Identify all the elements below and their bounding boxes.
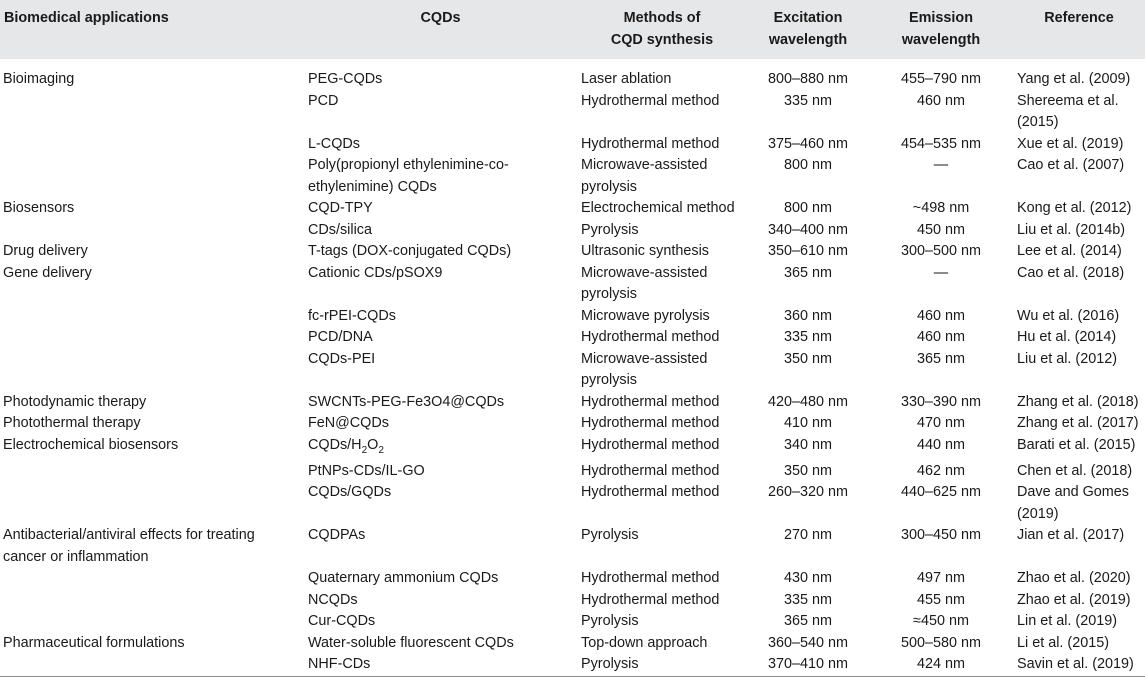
cell-cqd-line: CQDPAs <box>308 527 366 544</box>
cell-reference-line: Wu et al. (2016) <box>1017 307 1120 324</box>
cell-reference <box>1013 155 1145 198</box>
cell-emission: 300–450 nm <box>900 527 981 544</box>
cell-reference-line: Li et al. (2015) <box>1017 634 1109 651</box>
cell-reference-line: Savin et al. (2019) <box>1017 656 1134 673</box>
cell-application-line: Antibacterial/antiviral effects for treating <box>3 527 255 544</box>
cell-application-line: Photodynamic therapy <box>3 393 147 410</box>
cell-application-line: Pharmaceutical formulations <box>3 634 185 651</box>
cell-cqd-line: NCQDs <box>308 591 358 608</box>
cell-emission: 450 nm <box>917 221 965 238</box>
cell-cqd-line: CQDs/GQDs <box>308 484 392 501</box>
header-excitation-line: wavelength <box>768 31 848 48</box>
cell-application <box>0 590 304 612</box>
cell-method-line: Hydrothermal method <box>581 92 720 109</box>
cell-cqd-line: CDs/silica <box>308 221 372 238</box>
cell-application <box>0 482 304 525</box>
cell-cqd <box>304 461 577 483</box>
cell-application-line: Gene delivery <box>3 264 92 281</box>
cell-method-line: Ultrasonic synthesis <box>581 243 709 259</box>
cell-excitation: 260–320 nm <box>767 484 848 501</box>
cell-method-line: Pyrolysis <box>581 656 639 673</box>
cell-method <box>577 220 747 242</box>
cell-excitation: 365 nm <box>784 264 832 281</box>
cell-method-line: Pyrolysis <box>581 613 639 630</box>
cell-cqd <box>304 435 577 461</box>
cell-cqd-line: Poly(propionyl ethylenimine-co- <box>308 157 509 173</box>
cell-cqd-line: Cur-CQDs <box>308 613 376 630</box>
cell-reference-line: Zhao et al. (2019) <box>1017 591 1131 608</box>
cell-excitation: 800 nm <box>784 200 832 216</box>
table-row <box>0 134 1145 156</box>
table-row <box>0 69 1145 91</box>
cell-reference <box>1013 327 1145 349</box>
table-row <box>0 461 1145 483</box>
header-emission-line: Emission <box>909 10 973 26</box>
table-body <box>0 59 1145 676</box>
cell-excitation: 410 nm <box>784 415 832 431</box>
cell-method-line: Hydrothermal method <box>581 591 720 608</box>
cell-reference <box>1013 134 1145 156</box>
cell-cqd <box>304 306 577 328</box>
cell-reference <box>1013 413 1145 435</box>
cell-cqd <box>304 69 577 91</box>
cell-method-line: Microwave-assisted <box>581 350 708 367</box>
cell-method <box>577 590 747 612</box>
cell-cqd-line: Water-soluble fluorescent CQDs <box>308 634 514 651</box>
cell-emission: ≈450 nm <box>913 613 969 630</box>
cell-reference <box>1013 461 1145 483</box>
cell-reference-line: Lee et al. (2014) <box>1017 243 1122 259</box>
cell-reference-line: (2019) <box>1017 505 1059 522</box>
cell-application <box>0 155 304 198</box>
cell-excitation: 370–410 nm <box>767 656 848 673</box>
cell-emission: 424 nm <box>917 656 965 673</box>
cell-method <box>577 155 747 198</box>
cell-cqd <box>304 134 577 156</box>
cell-cqd <box>304 198 577 220</box>
cell-reference <box>1013 633 1145 655</box>
cell-reference-line: Barati et al. (2015) <box>1017 436 1136 453</box>
cell-cqd <box>304 633 577 655</box>
cell-reference-line: Yang et al. (2009) <box>1017 71 1131 87</box>
cell-method-line: Hydrothermal method <box>581 484 720 501</box>
cell-excitation: 360–540 nm <box>767 634 848 651</box>
cell-excitation: 350–610 nm <box>767 243 848 259</box>
cell-method <box>577 413 747 435</box>
cell-excitation: 375–460 nm <box>767 135 848 152</box>
cell-cqd <box>304 568 577 590</box>
cell-application-line: Drug delivery <box>3 243 88 259</box>
cell-method-line: Microwave pyrolysis <box>581 307 710 324</box>
table-row <box>0 220 1145 242</box>
cell-application-line: Bioimaging <box>3 71 75 87</box>
cell-emission: 500–580 nm <box>900 634 981 651</box>
table-row <box>0 392 1145 414</box>
cell-reference-line: Lin et al. (2019) <box>1017 613 1117 630</box>
cell-reference <box>1013 220 1145 242</box>
cell-reference <box>1013 590 1145 612</box>
cell-cqd-line: CQDs/$H_2O_2$ <box>308 436 384 456</box>
cell-method <box>577 134 747 156</box>
cell-cqd-line: PEG-CQDs <box>308 71 383 87</box>
table-row <box>0 568 1145 590</box>
cell-excitation: 800–880 nm <box>767 71 848 87</box>
cell-cqd-line: T-tags (DOX-conjugated CQDs) <box>308 243 512 259</box>
cell-method-line: Laser ablation <box>581 71 672 87</box>
cell-excitation: 350 nm <box>784 462 832 479</box>
cell-method <box>577 568 747 590</box>
cell-application <box>0 306 304 328</box>
cell-method <box>577 69 747 91</box>
cell-cqd <box>304 241 577 263</box>
cell-cqd <box>304 220 577 242</box>
cell-emission: 365 nm <box>917 350 965 367</box>
cell-method <box>577 633 747 655</box>
cell-excitation: 430 nm <box>784 570 832 587</box>
cell-reference-line: Zhang et al. (2017) <box>1017 415 1139 431</box>
cell-application <box>0 327 304 349</box>
cell-cqd <box>304 525 577 568</box>
cell-method <box>577 91 747 134</box>
cell-method <box>577 306 747 328</box>
spacer-cell <box>0 59 1145 69</box>
cell-application <box>0 349 304 392</box>
cell-method-line: Microwave-assisted <box>581 264 708 281</box>
cell-cqd <box>304 91 577 134</box>
cell-method-line: pyrolysis <box>581 372 637 388</box>
cell-method-line: Hydrothermal method <box>581 393 720 410</box>
cell-reference-line: Shereema et al. <box>1017 92 1119 109</box>
cell-cqd <box>304 482 577 525</box>
cell-reference-line: Cao et al. (2007) <box>1017 157 1125 173</box>
cell-cqd <box>304 611 577 633</box>
cell-application <box>0 435 304 461</box>
cell-emission: 455–790 nm <box>900 71 981 87</box>
cell-application <box>0 263 304 306</box>
cell-excitation: 420–480 nm <box>767 393 848 410</box>
cell-cqd <box>304 349 577 392</box>
header-emission-line: wavelength <box>901 31 981 48</box>
cell-emission: 460 nm <box>917 307 965 324</box>
cell-reference <box>1013 392 1145 414</box>
cell-application <box>0 134 304 156</box>
cell-cqd-line: SWCNTs-PEG-Fe3O4@CQDs <box>308 393 505 410</box>
table-row <box>0 306 1145 328</box>
cell-cqd <box>304 413 577 435</box>
cell-cqd-line: NHF-CDs <box>308 656 371 673</box>
cell-application <box>0 611 304 633</box>
cell-application <box>0 69 304 91</box>
cell-application-line: Electrochemical biosensors <box>3 436 179 453</box>
cell-method-line: pyrolysis <box>581 178 637 195</box>
header-methods-line: CQD synthesis <box>610 31 714 48</box>
cell-excitation: 335 nm <box>784 92 832 109</box>
table-row <box>0 263 1145 306</box>
cell-method <box>577 241 747 263</box>
cell-method-line: Pyrolysis <box>581 527 639 544</box>
cell-method-line: Hydrothermal method <box>581 462 720 479</box>
cell-reference-line: Kong et al. (2012) <box>1017 200 1132 216</box>
header-methods-line: Methods of <box>623 10 701 26</box>
cell-emission: 440–625 nm <box>900 484 981 501</box>
cell-excitation: 335 nm <box>784 329 832 345</box>
cell-application <box>0 198 304 220</box>
cell-method-line: Hydrothermal method <box>581 570 720 587</box>
cell-reference-line: Cao et al. (2018) <box>1017 264 1125 281</box>
cell-cqd-line: PCD <box>308 92 339 109</box>
cell-application-line: cancer or inflammation <box>3 548 149 565</box>
cell-cqd <box>304 263 577 306</box>
cell-reference-line: Zhang et al. (2018) <box>1017 393 1139 410</box>
cell-emission: ~498 nm <box>912 200 970 216</box>
cell-method-line: Hydrothermal method <box>581 436 720 453</box>
header-biomedical-applications: Biomedical applications <box>4 10 169 26</box>
cell-method <box>577 611 747 633</box>
table-row <box>0 198 1145 220</box>
cell-application <box>0 241 304 263</box>
cell-application-line: Photothermal therapy <box>3 415 141 431</box>
cell-excitation: 340–400 nm <box>767 221 848 238</box>
cell-cqd <box>304 155 577 198</box>
cell-cqd-line: PtNPs-CDs/IL-GO <box>308 462 425 479</box>
table-row <box>0 525 1145 568</box>
cell-method <box>577 392 747 414</box>
cell-application <box>0 461 304 483</box>
cell-method <box>577 327 747 349</box>
cell-excitation: 360 nm <box>784 307 832 324</box>
header-reference: Reference <box>1044 10 1114 26</box>
cell-emission: 460 nm <box>917 92 965 109</box>
cell-reference-line: Dave and Gomes <box>1017 484 1129 501</box>
table-row <box>0 482 1145 525</box>
cell-cqd-line: Cationic CDs/pSOX9 <box>308 264 443 281</box>
table-row <box>0 435 1145 461</box>
cell-reference-line: Liu et al. (2012) <box>1017 350 1117 367</box>
cell-excitation: 335 nm <box>784 591 832 608</box>
cell-reference <box>1013 241 1145 263</box>
table-row <box>0 155 1145 198</box>
header-excitation-line: Excitation <box>773 10 843 26</box>
cell-application <box>0 91 304 134</box>
cell-cqd-line: fc-rPEI-CQDs <box>308 307 396 324</box>
cell-reference <box>1013 198 1145 220</box>
cell-reference <box>1013 263 1145 306</box>
cell-application <box>0 568 304 590</box>
table-row <box>0 590 1145 612</box>
cell-cqd-line: PCD/DNA <box>308 329 373 345</box>
table-header-row <box>0 0 1145 59</box>
table-row <box>0 633 1145 655</box>
cell-reference <box>1013 568 1145 590</box>
cell-application <box>0 633 304 655</box>
cell-emission: 300–500 nm <box>900 243 981 259</box>
table-row <box>0 413 1145 435</box>
cell-application <box>0 525 304 568</box>
table-row <box>0 327 1145 349</box>
cell-application <box>0 413 304 435</box>
cell-reference <box>1013 91 1145 134</box>
cell-method <box>577 525 747 568</box>
table-row <box>0 91 1145 134</box>
cell-emission: 440 nm <box>917 436 965 453</box>
cell-method-line: Top-down approach <box>581 634 708 651</box>
cell-method <box>577 349 747 392</box>
cell-application <box>0 220 304 242</box>
cell-method-line: pyrolysis <box>581 286 637 302</box>
cell-method <box>577 263 747 306</box>
table-spacer <box>0 59 1145 69</box>
cell-reference <box>1013 69 1145 91</box>
cell-method <box>577 482 747 525</box>
cell-method-line: Electrochemical method <box>581 200 735 216</box>
cell-cqd-line: FeN@CQDs <box>308 415 389 431</box>
cell-reference-line: Xue et al. (2019) <box>1017 135 1124 152</box>
table-row <box>0 349 1145 392</box>
cell-reference <box>1013 482 1145 525</box>
cell-emission: 454–535 nm <box>900 135 981 152</box>
cell-method-line: Microwave-assisted <box>581 157 708 173</box>
cell-reference <box>1013 525 1145 568</box>
cell-emission: — <box>933 157 949 173</box>
cell-emission: 462 nm <box>917 462 965 479</box>
cell-cqd <box>304 392 577 414</box>
header-emission <box>869 0 1013 59</box>
cell-method <box>577 461 747 483</box>
cell-method-line: Hydrothermal method <box>581 329 720 345</box>
cell-reference-line: (2015) <box>1017 114 1059 130</box>
cell-cqd <box>304 327 577 349</box>
header-excitation <box>747 0 869 59</box>
cell-emission: 330–390 nm <box>900 393 981 410</box>
header-methods <box>577 0 747 59</box>
cell-method <box>577 435 747 461</box>
cell-application <box>0 392 304 414</box>
cell-emission: — <box>933 264 949 281</box>
cell-cqd-line: L-CQDs <box>308 135 360 152</box>
cell-emission: 497 nm <box>917 570 965 587</box>
cell-method <box>577 198 747 220</box>
cell-emission: 455 nm <box>917 591 965 608</box>
cell-cqd-line: CQD-TPY <box>308 200 373 216</box>
cell-cqd-line: ethylenimine) CQDs <box>308 178 437 195</box>
cell-excitation: 270 nm <box>784 527 832 544</box>
cell-reference-line: Zhao et al. (2020) <box>1017 570 1131 587</box>
cell-reference-line: Hu et al. (2014) <box>1017 329 1117 345</box>
cell-excitation: 340 nm <box>784 436 832 453</box>
header-cqds: CQDs <box>420 10 461 26</box>
cell-cqd-line: Quaternary ammonium CQDs <box>308 570 499 587</box>
cell-reference-line: Chen et al. (2018) <box>1017 462 1133 479</box>
cell-emission: 470 nm <box>917 415 965 431</box>
cell-cqd-line: CQDs-PEI <box>308 350 376 367</box>
cell-excitation: 800 nm <box>784 157 832 173</box>
cell-excitation: 365 nm <box>784 613 832 630</box>
cell-reference <box>1013 349 1145 392</box>
cell-reference <box>1013 611 1145 633</box>
cell-excitation: 350 nm <box>784 350 832 367</box>
table-row <box>0 611 1145 633</box>
cell-cqd <box>304 590 577 612</box>
table-row <box>0 241 1145 263</box>
cell-emission: 460 nm <box>917 329 965 345</box>
cell-reference-line: Liu et al. (2014b) <box>1017 221 1126 238</box>
cell-application-line: Biosensors <box>3 200 75 216</box>
cell-method-line: Hydrothermal method <box>581 135 720 152</box>
cell-method-line: Hydrothermal method <box>581 415 720 431</box>
cell-reference-line: Jian et al. (2017) <box>1017 527 1125 544</box>
cell-method-line: Pyrolysis <box>581 221 639 238</box>
cell-reference <box>1013 306 1145 328</box>
cell-reference <box>1013 435 1145 461</box>
